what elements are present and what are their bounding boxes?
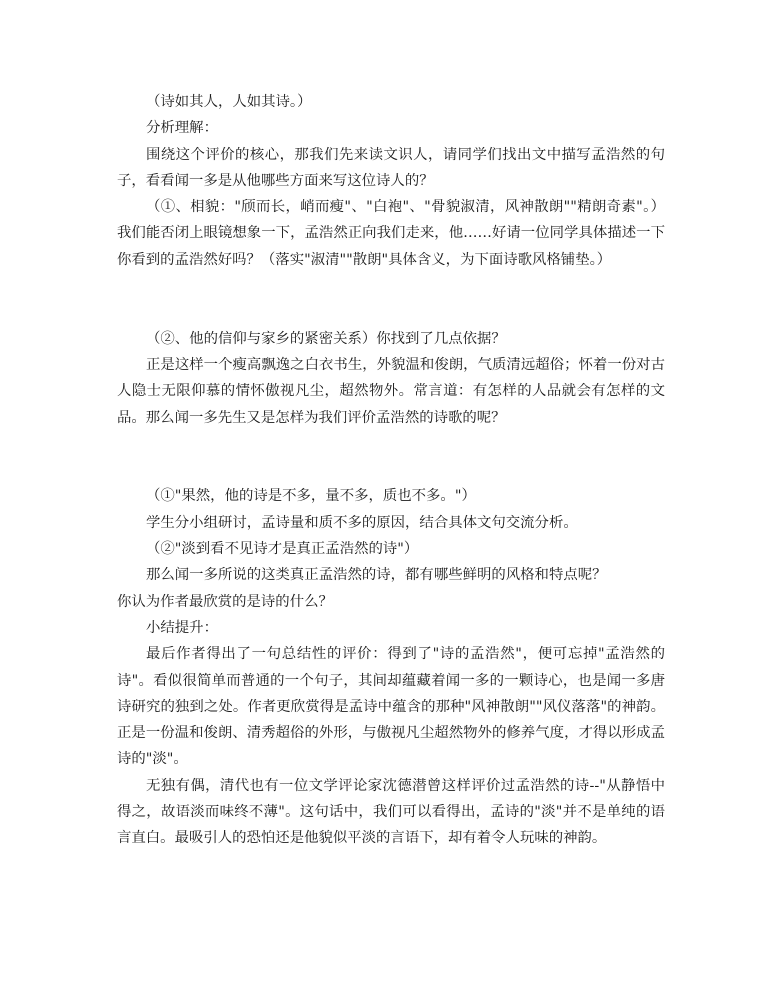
paragraph-core-evaluation: 围绕这个评价的核心，那我们先来读文识人，请同学们找出文中描写孟浩然的句子，看看闻一多是从他哪些方面来写这位诗人的？ [117,146,665,189]
paragraph-quote-few-poems: （①"果然，他的诗是不多，量不多，质也不多。"） [146,488,476,505]
paragraph-character-summary: 正是这样一个瘦高飘逸之白衣书生，外貌温和俊朗，气质清远超俗；怀着一份对古人隐士无限仰慕的情怀傲视凡尘，超然物外。常言道：有怎样的人品就会有怎样的文品。那么闻一多先生又是怎样为我们评价孟浩然的诗歌的呢？ [117,356,665,426]
paragraph-appearance: （①、相貌："颀而长，峭而瘦"、"白袍"、"骨貌淑清，风神散朗""精朗奇素"。）我们能否闭上眼镜想象一下，孟浩然正向我们走来，他……好请一位同学具体描述一下你看到的孟浩然好吗？（落实"淑清""散朗"具体含义，为下面诗歌风格铺垫。） [117,199,665,268]
document-body [117,89,665,852]
blank-line [117,431,665,457]
paragraph-belief-hometown: （②、他的信仰与家乡的紧密关系）你找到了几点依据？ [146,330,506,347]
paragraph-appreciation-question: 你认为作者最欣赏的是诗的什么？ [117,593,333,610]
paragraph-shen-deqian: 无独有偶，清代也有一位文学评论家沈德潜曾这样评价过孟浩然的诗--"从静悟中得之，故语淡而味终不薄"。这句话中，我们可以看得出，孟诗的"淡"并不是单纯的语言直白。最吸引人的恐怕还是他貌似平淡的言语下，却有着令人玩味的神韵。 [117,777,665,847]
paragraph-poem-like-person: （诗如其人，人如其诗。） [146,94,312,110]
heading-summary: 小结提升： [146,619,218,636]
blank-line [117,273,665,299]
blank-line [117,457,665,483]
paragraph-final-evaluation: 最后作者得出了一句总结性的评价：得到了"诗的孟浩然"，便可忘掉"孟浩然的诗"。看似很简单而普通的一个句子，其间却蕴藏着闻一多的一颗诗心，也是闻一多唐诗研究的独到之处。作者更欣赏得是孟诗中蕴含的那种"风神散朗""风仪落落"的神韵。正是一份温和俊朗、清秀超俗的外形，与傲视凡尘超然物外的修养气度，才得以形成孟诗的"淡"。 [117,646,665,768]
blank-line [117,299,665,325]
paragraph-group-discussion: 学生分小组研讨，孟诗量和质不多的原因，结合具体文句交流分析。 [146,514,578,531]
heading-analysis: 分析理解： [146,120,218,137]
paragraph-style-question: 那么闻一多所说的这类真正孟浩然的诗，都有哪些鲜明的风格和特点呢？ [146,567,607,584]
paragraph-quote-plain-poems: （②"淡到看不见诗才是真正孟浩然的诗"） [146,541,419,558]
